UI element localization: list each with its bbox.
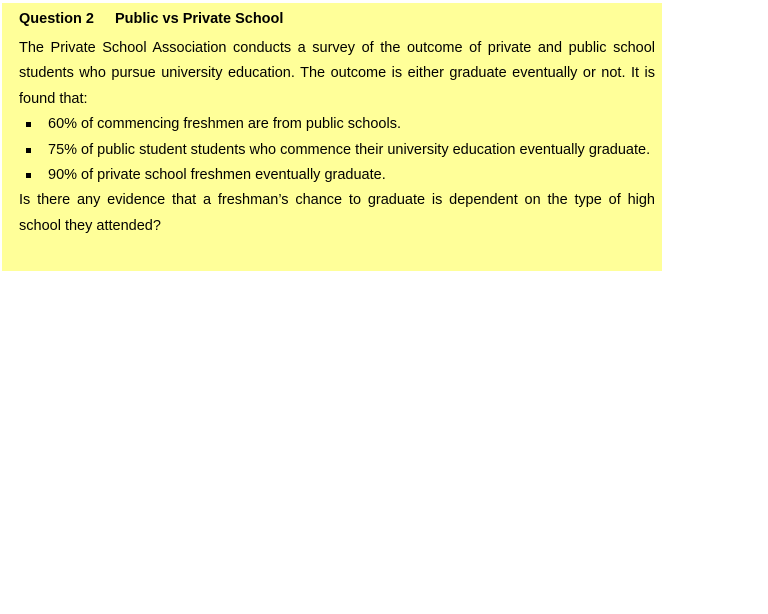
fact-item [19,112,655,137]
question-number: Question 2 [19,11,94,27]
fact-text: 60% of commencing freshmen are from public schools. [48,116,401,133]
question-heading [19,11,654,28]
fact-list [19,112,655,188]
question-title: Public vs Private School [115,11,284,27]
question-box [2,3,662,271]
fact-item [19,138,655,163]
square-bullet-icon [26,122,31,127]
square-bullet-icon [26,173,31,178]
square-bullet-icon [26,148,31,153]
fact-text: 75% of public student students who commence their university education eventually graduate. [48,141,651,158]
fact-item [19,163,655,188]
question-intro: The Private School Association conducts a survey of the outcome of private and public school students who pursue university education. The outcome is either graduate eventually or not. It is found that: [19,40,655,107]
fact-text: 90% of private school freshmen eventually graduate. [48,167,386,184]
question-closing: Is there any evidence that a freshman’s chance to graduate is dependent on the type of high school they attended? [19,192,655,234]
